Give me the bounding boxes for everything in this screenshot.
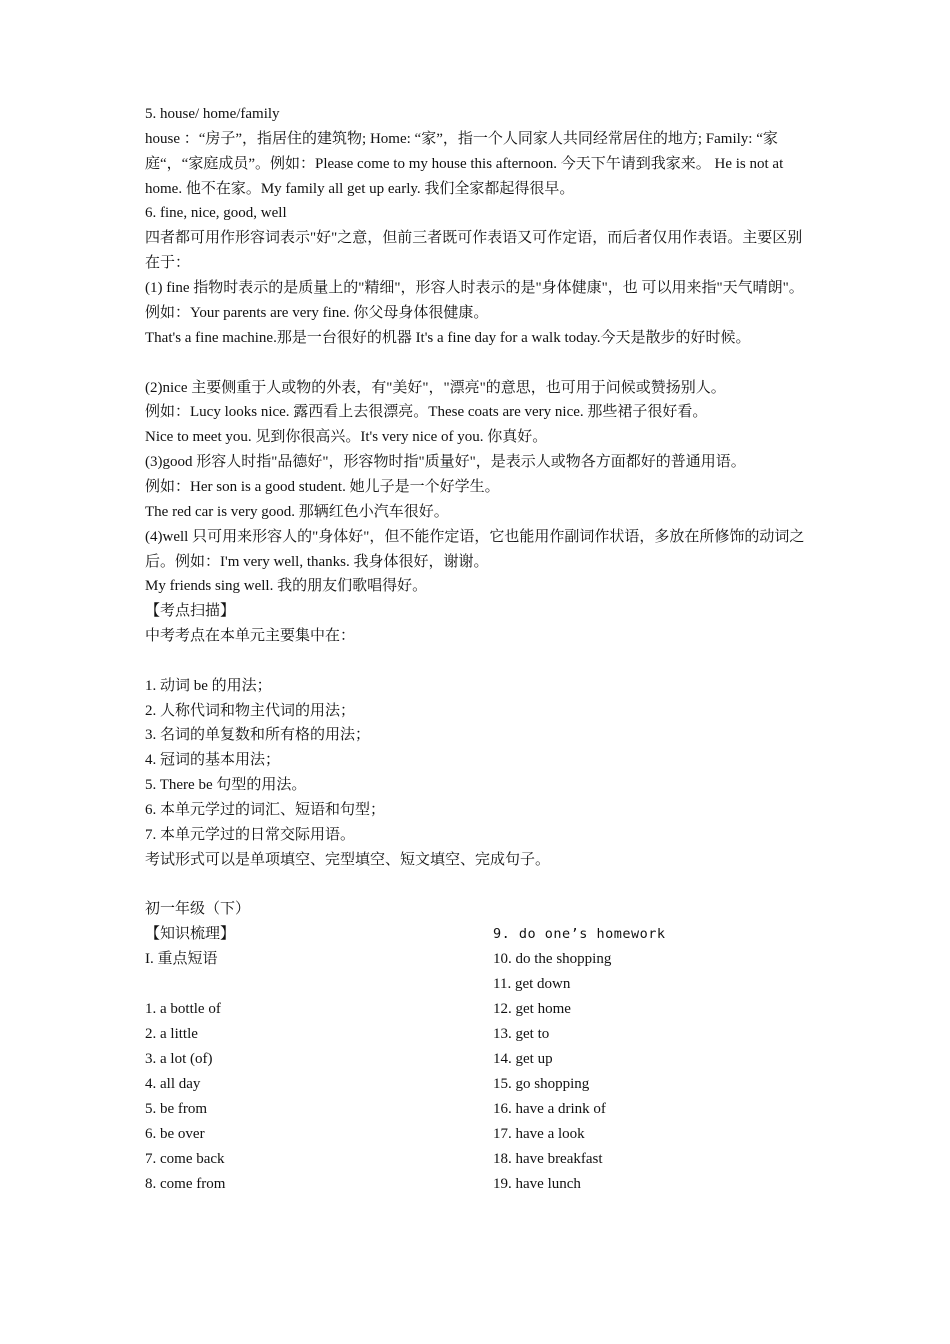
phrase-item: 17. have a look	[493, 1126, 585, 1142]
exam-heading: 【考点扫描】	[145, 603, 236, 619]
phrase-item: 8. come from	[145, 1176, 226, 1192]
section-6-intro: 四者都可用作形容词表示"好"之意，但前三者既可作表语又可作定语，而后者仅用作表语。主要区别在于：	[145, 230, 803, 271]
exam-item: 7. 本单元学过的日常交际用语。	[145, 827, 356, 843]
phrase-item: 16. have a drink of	[493, 1101, 606, 1117]
phrase-item: 3. a lot (of)	[145, 1051, 213, 1067]
phrase-item: 2. a little	[145, 1026, 198, 1042]
phrase-item: 7. come back	[145, 1151, 225, 1167]
phrase-item: 6. be over	[145, 1126, 205, 1142]
good-example-1: 例如：Her son is a good student. 她儿子是一个好学生。	[145, 479, 500, 495]
phrase-item: 18. have breakfast	[493, 1151, 603, 1167]
exam-item: 5. There be 句型的用法。	[145, 777, 307, 793]
phrase-item: 14. get up	[493, 1051, 553, 1067]
section-6-heading: 6. fine, nice, good, well	[145, 205, 287, 221]
well-definition: (4)well 只可用来形容人的"身体好"，但不能作定语，它也能用作副词作状语，多放在所修饰的动词之后。例如：I'm very well, thanks. 我身体很好，谢谢。	[145, 529, 805, 570]
phrase-item: 4. all day	[145, 1076, 201, 1092]
exam-form: 考试形式可以是单项填空、完型填空、短文填空、完成句子。	[145, 852, 551, 868]
section-5-paragraph: house ：“房子”，指居住的建筑物; Home: “家”，指一个人同家人共同经常居住的地方; Family: “家庭“，“家庭成员”。例如：Please come to my house this afternoon. 今天下午请到我家来。 He is not at home. 他不在家。My family all get up early. 我们全家都起得很早。	[145, 131, 784, 197]
good-definition: (3)good 形容人时指"品德好"，形容物时指"质量好"，是表示人或物各方面都好的普通用语。	[145, 454, 746, 470]
exam-intro: 中考考点在本单元主要集中在：	[145, 628, 356, 644]
nice-example-2: Nice to meet you. 见到你很高兴。It's very nice of you. 你真好。	[145, 429, 548, 445]
phrase-item: 9. do one’s homework	[493, 926, 666, 942]
nice-example-1: 例如：Lucy looks nice. 露西看上去很漂亮。These coats are very nice. 那些裙子很好看。	[145, 404, 708, 420]
phrase-item: 19. have lunch	[493, 1176, 581, 1192]
fine-definition: (1) fine 指物时表示的是质量上的"精细"，形容人时表示的是"身体健康"，也 可以用来指"天气晴朗"。例如：Your parents are very fine. 你父母身体很健康。	[145, 280, 804, 321]
fine-examples: That's a fine machine.那是一台很好的机器 It's a fine day for a walk today.今天是散步的好时候。	[145, 330, 751, 346]
phrase-item: 10. do the shopping	[493, 951, 612, 967]
knowledge-heading: 【知识梳理】	[145, 926, 236, 942]
exam-item: 4. 冠词的基本用法；	[145, 752, 281, 768]
phrase-item: 1. a bottle of	[145, 1001, 221, 1017]
phrase-item: 12. get home	[493, 1001, 571, 1017]
exam-item: 6. 本单元学过的词汇、短语和句型；	[145, 802, 386, 818]
exam-item: 1. 动词 be 的用法；	[145, 678, 272, 694]
good-example-2: The red car is very good. 那辆红色小汽车很好。	[145, 504, 449, 520]
nice-definition: (2)nice 主要侧重于人或物的外表，有"美好"，"漂亮"的意思，也可用于问候或赞扬别人。	[145, 380, 726, 396]
phrase-item: 5. be from	[145, 1101, 208, 1117]
grade-title: 初一年级（下）	[145, 901, 251, 917]
well-example: My friends sing well. 我的朋友们歌唱得好。	[145, 578, 428, 594]
section-5-heading: 5. house/ home/family	[145, 106, 280, 122]
phrase-item: 13. get to	[493, 1026, 550, 1042]
phrases-heading: I. 重点短语	[145, 951, 218, 967]
exam-item: 2. 人称代词和物主代词的用法；	[145, 703, 356, 719]
phrase-item: 15. go shopping	[493, 1076, 590, 1092]
phrase-item: 11. get down	[493, 976, 571, 992]
exam-item: 3. 名词的单复数和所有格的用法；	[145, 727, 371, 743]
